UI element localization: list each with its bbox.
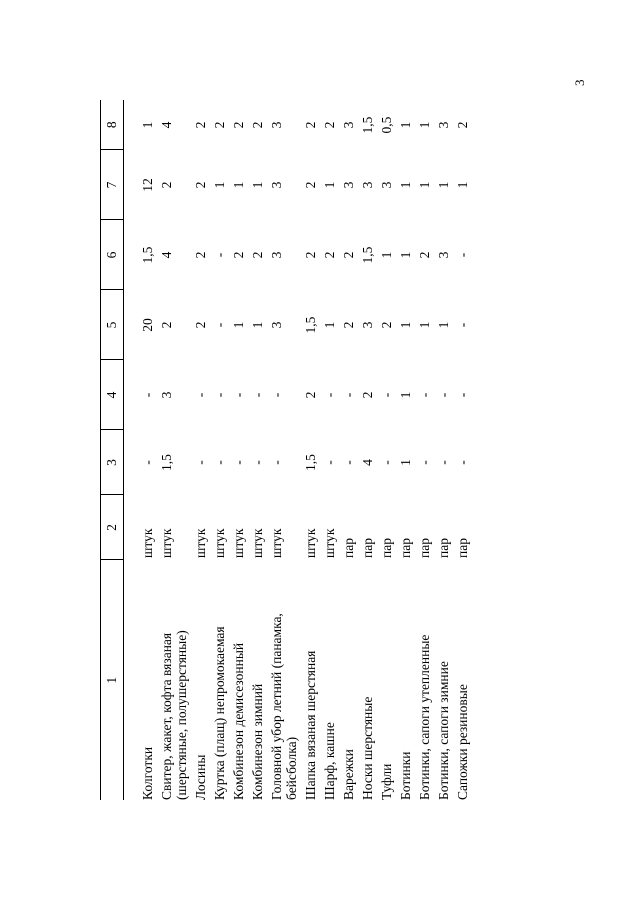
- value-cell: -: [436, 460, 451, 465]
- table-row: [377, 100, 396, 800]
- unit-cell: пар: [379, 538, 394, 558]
- column-header: 8: [101, 100, 124, 150]
- value-cell: -: [212, 252, 227, 258]
- item-name-cell: Ботинки, сапоги зимние: [436, 661, 451, 800]
- value-cell: 1: [398, 391, 413, 399]
- table-header-row: [101, 100, 124, 800]
- table-row: [415, 100, 434, 800]
- value-cell: 3: [159, 391, 174, 399]
- item-name-cell: Варежки: [341, 749, 356, 800]
- unit-cell: пар: [360, 538, 375, 558]
- value-cell: 1,5: [303, 316, 318, 334]
- value-cell: 2: [250, 121, 265, 129]
- value-cell: 1: [398, 321, 413, 329]
- value-cell: 2: [303, 251, 318, 259]
- table-row: [229, 100, 248, 800]
- value-cell: 20: [140, 318, 155, 332]
- unit-cell: пар: [455, 538, 470, 558]
- value-cell: -: [212, 460, 227, 465]
- unit-cell: штук: [140, 528, 155, 558]
- value-cell: 2: [303, 121, 318, 129]
- value-cell: 2: [193, 181, 208, 189]
- unit-cell: штук: [159, 528, 174, 558]
- table-row: [210, 100, 229, 800]
- value-cell: 2: [303, 181, 318, 189]
- item-name-cell: Шапка вязаная шерстяная: [303, 650, 318, 800]
- value-cell: -: [341, 392, 356, 398]
- value-cell: 1: [398, 251, 413, 259]
- value-cell: 1: [436, 181, 451, 189]
- value-cell: 3: [436, 251, 451, 259]
- unit-cell: пар: [417, 538, 432, 558]
- value-cell: 1: [322, 321, 337, 329]
- value-cell: 2: [322, 121, 337, 129]
- value-cell: 1: [417, 181, 432, 189]
- value-cell: 1: [231, 181, 246, 189]
- value-cell: 1: [231, 321, 246, 329]
- table-row: [453, 100, 472, 800]
- item-name-cell: Туфли: [379, 763, 394, 800]
- unit-cell: штук: [212, 528, 227, 558]
- item-name-cell: Комбинезон зимний: [250, 683, 265, 800]
- column-header: 7: [101, 150, 124, 220]
- value-cell: -: [379, 392, 394, 398]
- rotated-table-container: [100, 100, 560, 800]
- value-cell: 1: [212, 181, 227, 189]
- value-cell: 3: [269, 121, 284, 129]
- value-cell: 3: [436, 121, 451, 129]
- value-cell: 4: [159, 121, 174, 129]
- value-cell: -: [455, 322, 470, 328]
- value-cell: 2: [322, 251, 337, 259]
- value-cell: 3: [360, 321, 375, 329]
- page-number: 3: [572, 79, 587, 86]
- unit-cell: штук: [231, 528, 246, 558]
- value-cell: -: [193, 392, 208, 398]
- value-cell: 2: [193, 251, 208, 259]
- column-header: 3: [101, 430, 124, 495]
- value-cell: 3: [341, 121, 356, 129]
- value-cell: 1: [455, 181, 470, 189]
- value-cell: -: [455, 392, 470, 398]
- value-cell: -: [455, 460, 470, 465]
- unit-cell: штук: [322, 528, 337, 558]
- value-cell: -: [417, 392, 432, 398]
- value-cell: 3: [379, 181, 394, 189]
- value-cell: -: [455, 252, 470, 258]
- value-cell: -: [322, 460, 337, 465]
- item-name-cell: Колготки: [140, 746, 155, 800]
- table-row: [191, 100, 210, 800]
- value-cell: -: [193, 460, 208, 465]
- unit-cell: штук: [269, 528, 284, 558]
- item-name-cell: Ботинки: [398, 751, 413, 800]
- table-row: [157, 100, 191, 800]
- value-cell: 1: [398, 181, 413, 189]
- unit-cell: пар: [341, 538, 356, 558]
- value-cell: -: [436, 392, 451, 398]
- value-cell: 4: [159, 251, 174, 259]
- column-header: 2: [101, 495, 124, 560]
- value-cell: -: [379, 460, 394, 465]
- value-cell: 2: [231, 251, 246, 259]
- value-cell: 1,5: [303, 454, 318, 471]
- table-row: [339, 100, 358, 800]
- value-cell: 2: [341, 321, 356, 329]
- value-cell: -: [417, 460, 432, 465]
- value-cell: -: [250, 392, 265, 398]
- value-cell: 2: [379, 321, 394, 329]
- value-cell: -: [140, 392, 155, 398]
- value-cell: 1: [398, 121, 413, 129]
- value-cell: 3: [360, 181, 375, 189]
- value-cell: 2: [455, 121, 470, 129]
- value-cell: 2: [417, 251, 432, 259]
- value-cell: 2: [193, 121, 208, 129]
- table-row: [358, 100, 377, 800]
- value-cell: -: [322, 392, 337, 398]
- value-cell: 2: [159, 321, 174, 329]
- value-cell: 1,5: [360, 116, 375, 134]
- value-cell: -: [269, 460, 284, 465]
- value-cell: 3: [269, 251, 284, 259]
- item-name-cell: Ботинки, сапоги утепленные: [417, 634, 432, 800]
- value-cell: 2: [231, 121, 246, 129]
- item-name-cell: Головной убор летний (панамка, бейсболка): [269, 613, 299, 800]
- column-header: 1: [101, 560, 124, 800]
- table-row: [320, 100, 339, 800]
- value-cell: 1: [250, 181, 265, 189]
- value-cell: 12: [140, 178, 155, 192]
- column-header: 4: [101, 360, 124, 430]
- value-cell: 1: [398, 459, 413, 466]
- value-cell: 1: [417, 321, 432, 329]
- value-cell: -: [269, 392, 284, 398]
- value-cell: 2: [341, 251, 356, 259]
- table-row: [267, 100, 301, 800]
- item-name-cell: Сапожки резиновые: [455, 684, 470, 800]
- column-header: 5: [101, 290, 124, 360]
- value-cell: 1: [250, 321, 265, 329]
- value-cell: 2: [193, 321, 208, 329]
- table-body: [124, 100, 473, 800]
- value-cell: -: [341, 460, 356, 465]
- unit-cell: штук: [250, 528, 265, 558]
- table-row: [434, 100, 453, 800]
- value-cell: 1: [379, 251, 394, 259]
- value-cell: 3: [341, 181, 356, 189]
- value-cell: 2: [360, 391, 375, 399]
- unit-cell: пар: [398, 538, 413, 558]
- clothing-norms-table: [100, 100, 472, 800]
- value-cell: -: [250, 460, 265, 465]
- value-cell: 4: [360, 459, 375, 466]
- table-row: [248, 100, 267, 800]
- value-cell: 1: [417, 121, 432, 129]
- unit-cell: штук: [193, 528, 208, 558]
- value-cell: -: [212, 392, 227, 398]
- table-row: [301, 100, 320, 800]
- value-cell: 1,5: [140, 246, 155, 264]
- item-name-cell: Куртка (плащ) непромокаемая: [212, 626, 227, 800]
- item-name-cell: Шарф, кашне: [322, 722, 337, 800]
- value-cell: 1,5: [360, 246, 375, 264]
- item-name-cell: Лосины: [193, 754, 208, 800]
- item-name-cell: Свитер, жакет, кофта вязаная (шерстяные, полушерстяные): [159, 630, 189, 800]
- item-name-cell: Комбинезон демисезонный: [231, 642, 246, 800]
- value-cell: 2: [212, 121, 227, 129]
- value-cell: -: [212, 322, 227, 328]
- value-cell: 1: [140, 121, 155, 129]
- unit-cell: пар: [436, 538, 451, 558]
- table-row: [396, 100, 415, 800]
- value-cell: -: [140, 460, 155, 465]
- value-cell: 2: [303, 391, 318, 399]
- value-cell: 1: [436, 321, 451, 329]
- column-header: 6: [101, 220, 124, 290]
- item-name-cell: Носки шерстяные: [360, 696, 375, 800]
- unit-cell: штук: [303, 528, 318, 558]
- value-cell: -: [231, 460, 246, 465]
- value-cell: 3: [269, 321, 284, 329]
- value-cell: 1,5: [159, 454, 174, 471]
- value-cell: 0,5: [379, 116, 394, 134]
- value-cell: 1: [322, 181, 337, 189]
- value-cell: -: [231, 392, 246, 398]
- value-cell: 2: [159, 181, 174, 189]
- table-row: [124, 100, 158, 800]
- value-cell: 2: [250, 251, 265, 259]
- value-cell: 3: [269, 181, 284, 189]
